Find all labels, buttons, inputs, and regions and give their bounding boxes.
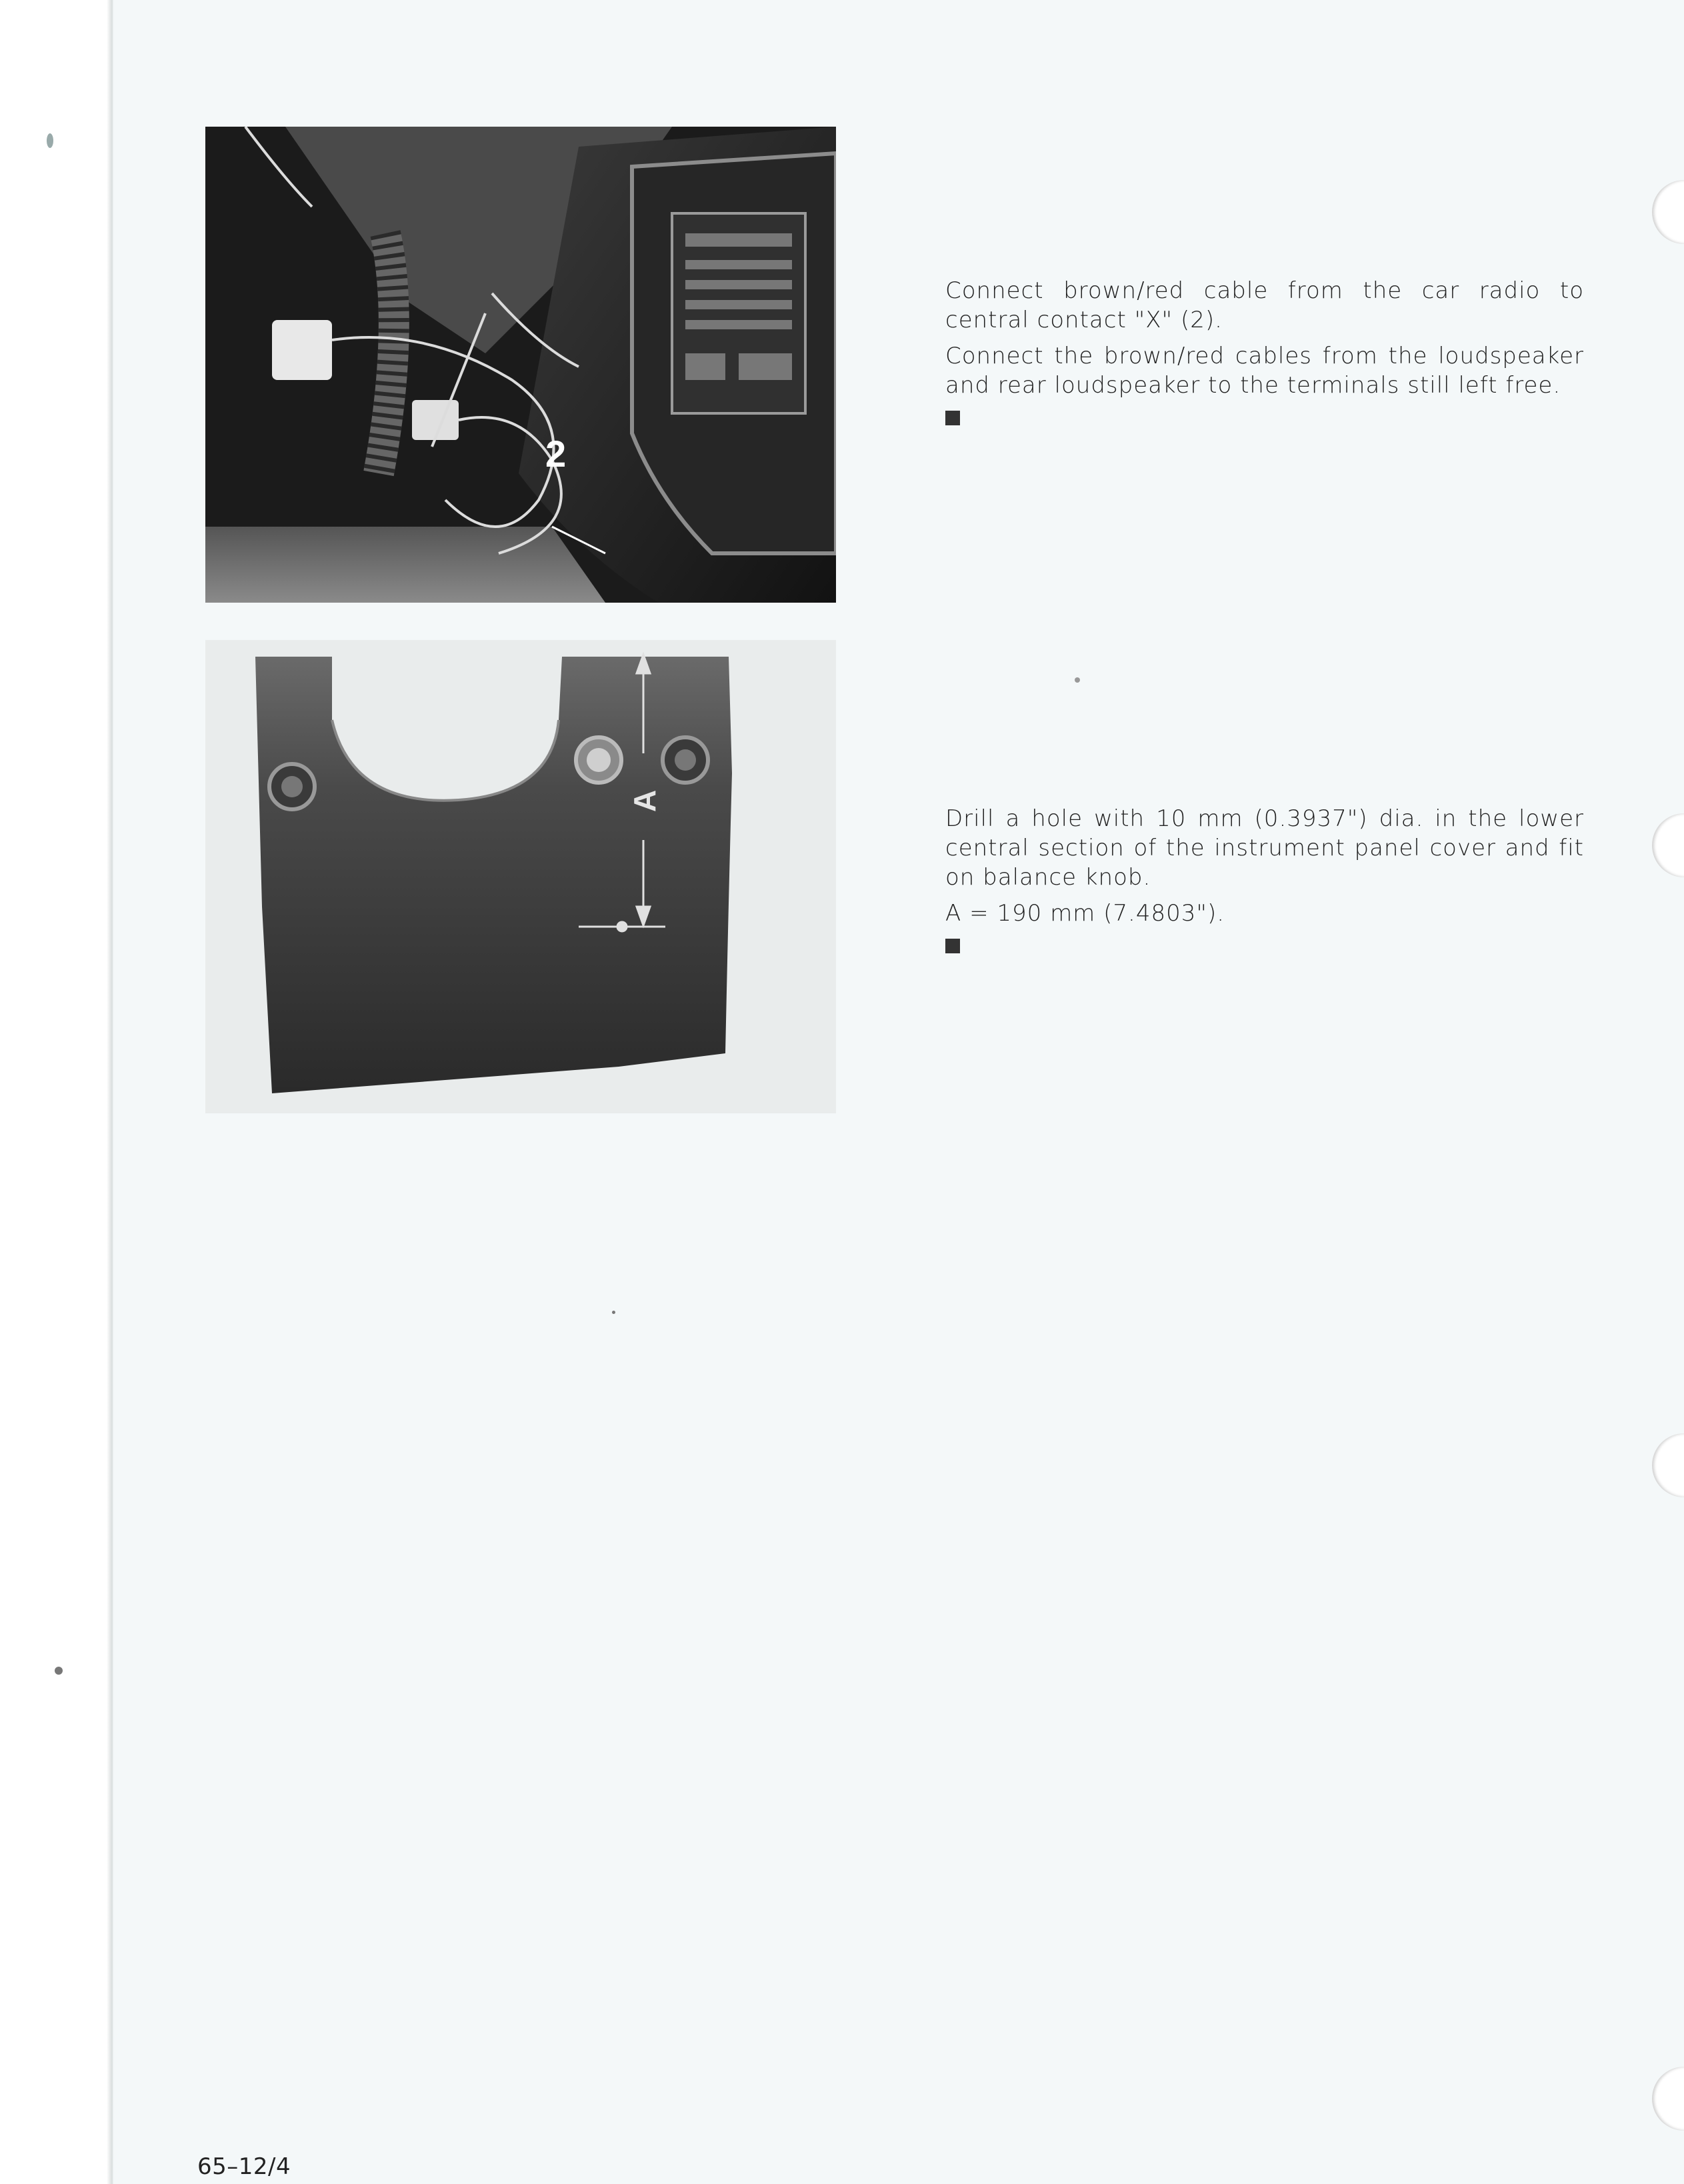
punch-hole-4 [1652,2067,1684,2131]
page-binding-edge [0,0,113,2184]
scan-speck [1075,677,1080,683]
punch-hole-1 [1652,180,1684,244]
punch-hole-2 [1652,813,1684,877]
instruction-paragraph: Connect brown/red cable from the car radio to central contact "X" (2). [945,277,1584,333]
instruction-block-drill-hole [945,804,1584,953]
wiring-photo [205,127,836,603]
scan-speck [47,133,53,148]
wiring-photo-illustration [205,127,836,603]
instruction-block-radio-wiring [945,276,1584,425]
page-number: 65–12/4 [197,2153,291,2180]
instruction-paragraph: Connect the brown/red cables from the loudspeaker and rear loudspeaker to the terminals still left free. [945,343,1584,399]
section-end-square-icon [945,939,960,953]
instrument-panel-cover-illustration [205,640,836,1113]
punch-hole-3 [1652,1433,1684,1497]
instruction-paragraph: Drill a hole with 10 mm (0.3937") dia. in the lower central section of the instrument panel cover and fit on balance knob. [945,805,1584,891]
dimension-label: A [627,789,662,812]
instruction-paragraph: A = 190 mm (7.4803"). [945,900,1225,927]
instrument-panel-cover-photo [205,640,836,1113]
scan-speck [55,1667,63,1675]
scan-speck [612,1311,615,1314]
section-end-square-icon [945,411,960,425]
wiring-photo-label: 2 [545,433,567,475]
